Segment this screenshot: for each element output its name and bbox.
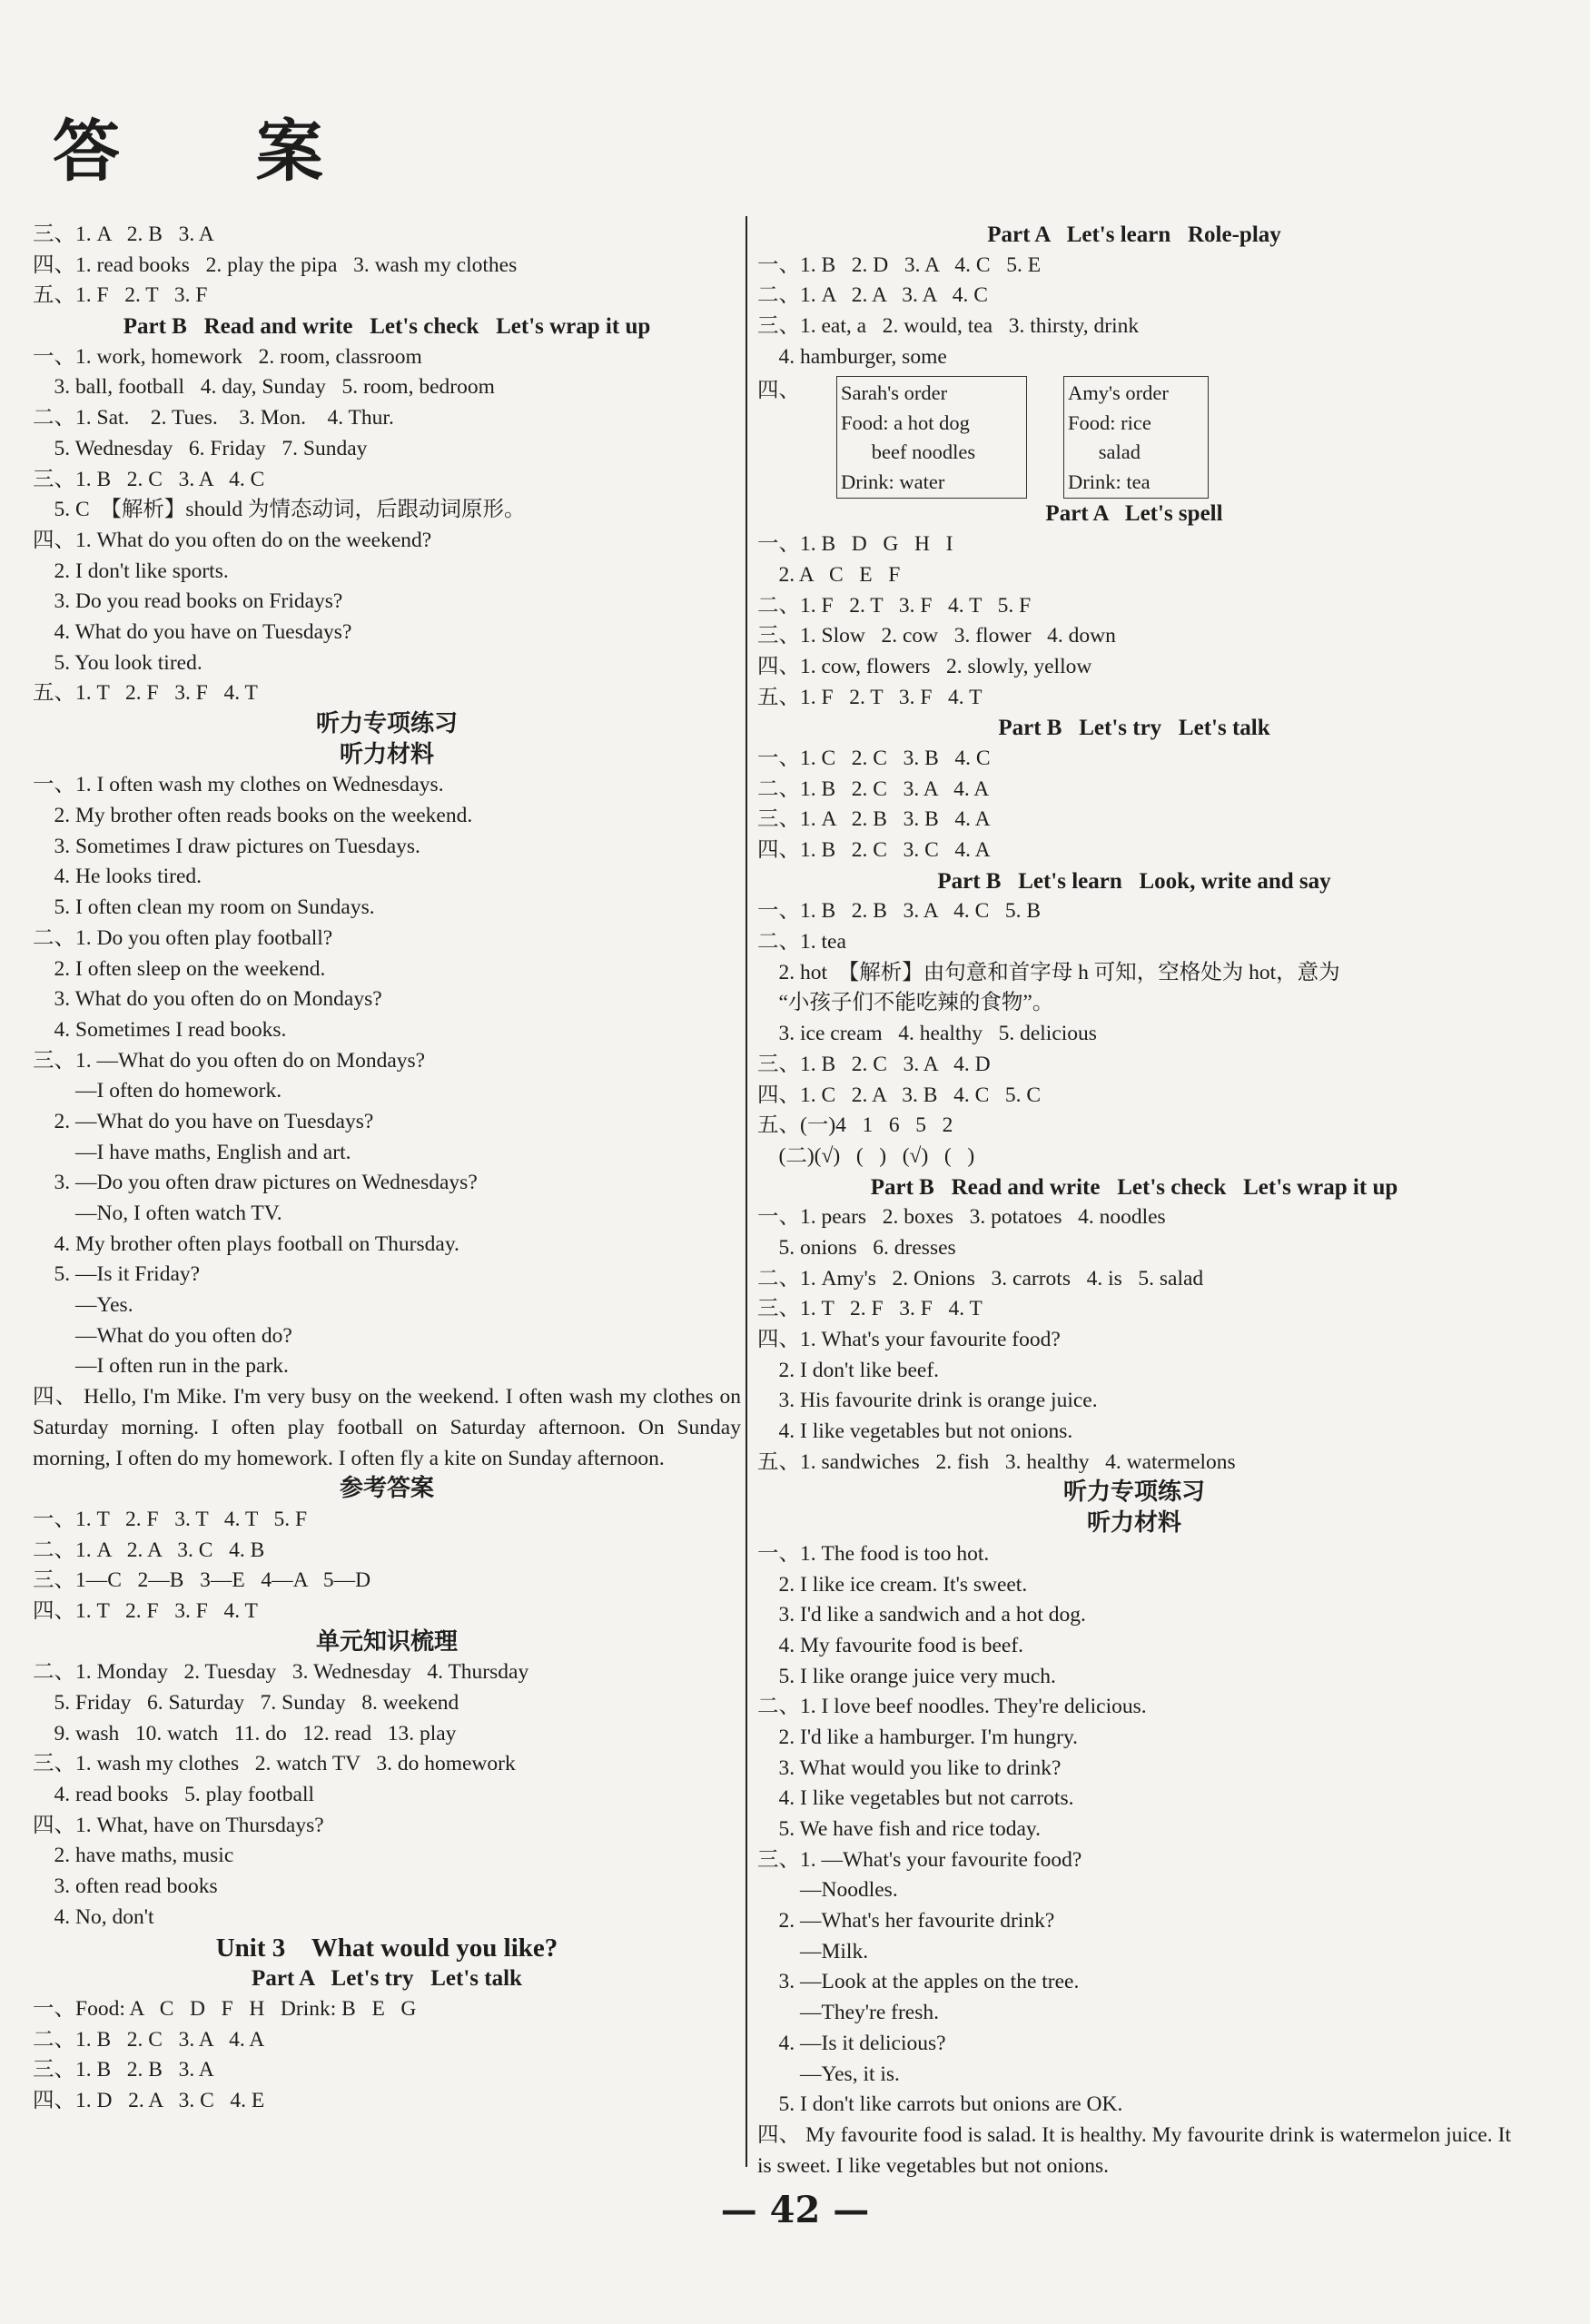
answer-line: 四、1. What, have on Thursdays? <box>33 1813 324 1837</box>
section-heading: Part A Let's learn Role-play <box>987 223 1281 247</box>
answer-line: 四、1. cow, flowers 2. slowly, yellow <box>757 654 1092 678</box>
answer-line: 一、1. B 2. B 3. A 4. C 5. B <box>757 899 1042 924</box>
answer-line: 三、1. A 2. B 3. B 4. A <box>757 807 991 832</box>
column-divider <box>746 216 747 2167</box>
answer-line: 一、1. I often wash my clothes on Wednesdays. <box>33 773 444 797</box>
answer-line: 三、1. B 2. C 3. A 4. D <box>757 1052 991 1076</box>
answer-line: —Noodles. <box>757 1878 898 1903</box>
section-heading: Part B Let's try Let's talk <box>998 716 1270 741</box>
answer-line: 一、1. The food is too hot. <box>757 1541 990 1566</box>
section-heading: 听力专项练习 <box>1062 1478 1205 1507</box>
answer-line: 4. What do you have on Tuesdays? <box>33 619 352 644</box>
answer-line: 二、1. A 2. A 3. C 4. B <box>33 1538 265 1562</box>
answer-line: 3. I'd like a sandwich and a hot dog. <box>757 1603 1086 1627</box>
answer-line: 2. My brother often reads books on the weekend. <box>33 804 473 828</box>
answer-line: 5. Friday 6. Saturday 7. Sunday 8. weekend <box>33 1691 459 1716</box>
section-heading: 单元知识梳理 <box>315 1627 458 1656</box>
answer-line: —Yes, it is. <box>757 2062 900 2086</box>
answer-line: 4. hamburger, some <box>757 344 947 369</box>
section-heading: Unit 3 What would you like? <box>215 1933 558 1963</box>
amy-order-box <box>1063 376 1209 499</box>
answer-line: 4. No, don't <box>33 1904 154 1929</box>
answer-line: 一、Food: A C D F H Drink: B E G <box>33 1996 417 2021</box>
sarah-order-food-2: beef noodles <box>841 440 976 464</box>
answer-line: 四、1. T 2. F 3. F 4. T <box>33 1598 258 1623</box>
answer-line: 四、1. What's your favourite food? <box>757 1328 1061 1351</box>
answer-line: 4. —Is it delicious? <box>757 2031 946 2055</box>
answer-line: 3. Sometimes I draw pictures on Tuesdays. <box>33 834 420 858</box>
answer-line: 2. hot 【解析】由句意和首字母 h 可知，空格处为 hot，意为 <box>757 960 1340 984</box>
answer-line: 四、 Hello, I'm Mike. I'm very busy on the weekend. I often wash my clothes on Saturday morning. I often play football on Saturday afternoon. On Sunday morning, I often do my homework. I often fly a kite on Sunday afternoon. <box>33 1385 741 1470</box>
order-question-label: 四、 <box>757 379 800 403</box>
answer-line: 5. We have fish and rice today. <box>757 1817 1041 1841</box>
answer-line: 二、1. A 2. A 3. A 4. C <box>757 283 988 308</box>
answer-line: 3. often read books <box>33 1874 218 1899</box>
answer-line: 五、1. sandwiches 2. fish 3. healthy 4. watermelons <box>757 1449 1236 1474</box>
answer-line: 二、1. B 2. C 3. A 4. A <box>757 776 990 801</box>
answer-line: 一、1. C 2. C 3. B 4. C <box>757 746 991 770</box>
answer-line: 2. I like ice cream. It's sweet. <box>757 1572 1028 1597</box>
answer-line: 二、1. Sat. 2. Tues. 3. Mon. 4. Thur. <box>33 406 394 430</box>
answer-line: 五、1. T 2. F 3. F 4. T <box>33 681 258 706</box>
answer-line: 三、1. A 2. B 3. A <box>33 223 214 246</box>
answer-line: 5. Wednesday 6. Friday 7. Sunday <box>33 436 368 460</box>
sarah-order-drink: Drink: water <box>841 470 945 493</box>
answer-line: 三、1—C 2—B 3—E 4—A 5—D <box>33 1568 371 1593</box>
section-heading: Part B Let's learn Look, write and say <box>937 868 1331 894</box>
answer-line: 三、1. B 2. B 3. A <box>33 2058 214 2082</box>
answer-line: 三、1. B 2. C 3. A 4. C <box>33 467 265 491</box>
answer-line: 2. I don't like sports. <box>33 559 229 583</box>
answer-line: 一、1. B D G H I <box>757 532 953 557</box>
answer-line: 3. ice cream 4. healthy 5. delicious <box>757 1022 1097 1046</box>
answer-line: 四、 My favourite food is salad. It is healthy. My favourite drink is watermelon juice. It is sweet. I like vegetables but not onions. <box>757 2122 1511 2178</box>
answer-line: 3. —Do you often draw pictures on Wednesdays? <box>33 1171 478 1195</box>
section-heading: Part A Let's try Let's talk <box>252 1966 522 1992</box>
answer-line: 3. His favourite drink is orange juice. <box>757 1389 1098 1413</box>
answer-line: —What do you often do? <box>33 1323 292 1348</box>
answer-line: 3. ball, football 4. day, Sunday 5. room, bedroom <box>33 375 495 400</box>
answer-line: 4. Sometimes I read books. <box>33 1017 287 1042</box>
answer-line: 5. I like orange juice very much. <box>757 1664 1056 1688</box>
page-number: — 42 — <box>720 2189 870 2231</box>
sarah-order-box <box>836 376 1027 499</box>
answer-line: 三、1. T 2. F 3. F 4. T <box>757 1297 983 1321</box>
section-heading: 听力材料 <box>339 740 434 768</box>
answer-line: 一、1. T 2. F 3. T 4. T 5. F <box>33 1507 308 1531</box>
answer-line: 5. I don't like carrots but onions are OK. <box>757 2092 1123 2117</box>
amy-order-food-2: salad <box>1068 440 1141 464</box>
answer-line: 四、1. D 2. A 3. C 4. E <box>33 2088 265 2112</box>
answer-line: 二、1. I love beef noodles. They're delicious. <box>757 1695 1147 1719</box>
answer-line: 5. You look tired. <box>33 650 202 675</box>
answer-line: —Yes. <box>33 1293 133 1318</box>
answer-line: 四、1. C 2. A 3. B 4. C 5. C <box>757 1083 1042 1107</box>
section-heading: Part A Let's spell <box>1045 501 1223 527</box>
answer-line: 一、1. pears 2. boxes 3. potatoes 4. noodles <box>757 1205 1166 1230</box>
answer-line: 4. He looks tired. <box>33 865 202 889</box>
order-section <box>757 372 1511 499</box>
answer-line: 9. wash 10. watch 11. do 12. read 13. play <box>33 1721 457 1745</box>
section-heading: 参考答案 <box>339 1475 434 1503</box>
answer-line: (二)(√) ( ) (√) ( ) <box>757 1143 975 1168</box>
section-heading: 听力专项练习 <box>315 710 458 737</box>
answer-line: 三、1. Slow 2. cow 3. flower 4. down <box>757 624 1116 648</box>
answer-line: “小孩子们不能吃辣的食物”。 <box>757 991 1054 1015</box>
answer-line: 3. Do you read books on Fridays? <box>33 589 343 614</box>
answer-line: 二、1. tea <box>757 930 846 954</box>
answer-line: 2. I often sleep on the weekend. <box>33 956 326 981</box>
answer-line: 2. have maths, music <box>33 1844 234 1868</box>
answer-line: 五、1. F 2. T 3. F 4. T <box>757 685 983 709</box>
answer-line: 3. What would you like to drink? <box>757 1755 1062 1780</box>
right-column <box>757 220 1511 2181</box>
answer-line: 三、1. wash my clothes 2. watch TV 3. do homework <box>33 1752 516 1776</box>
amy-order-title: Amy's order <box>1068 381 1169 405</box>
answer-line: —I have maths, English and art. <box>33 1140 351 1164</box>
answer-line: —I often run in the park. <box>33 1354 289 1379</box>
sarah-order-food: Food: a hot dog <box>841 410 970 434</box>
answer-line: —They're fresh. <box>757 2001 940 2025</box>
sarah-order-title: Sarah's order <box>841 381 948 405</box>
answer-line: 4. My brother often plays football on Thursday. <box>33 1231 459 1256</box>
answer-line: 一、1. work, homework 2. room, classroom <box>33 344 422 369</box>
answer-line: 4. My favourite food is beef. <box>757 1633 1024 1657</box>
answer-line: 2. —What do you have on Tuesdays? <box>33 1109 374 1133</box>
answer-line: 二、1. B 2. C 3. A 4. A <box>33 2027 265 2052</box>
answer-line: 5. —Is it Friday? <box>33 1262 201 1287</box>
answer-line: 二、1. F 2. T 3. F 4. T 5. F <box>757 593 1032 618</box>
answer-line: 四、1. read books 2. play the pipa 3. wash my clothes <box>33 252 518 277</box>
answer-line: 2. A C E F <box>757 562 901 587</box>
answer-line: 4. I like vegetables but not onions. <box>757 1419 1073 1444</box>
section-heading: Part B Read and write Let's check Let's wrap it up <box>123 314 651 340</box>
answer-line: 2. —What's her favourite drink? <box>757 1909 1055 1933</box>
answer-line: 5. C 【解析】should 为情态动词，后跟动词原形。 <box>33 498 526 522</box>
answer-line: 三、1. —What do you often do on Mondays? <box>33 1048 426 1073</box>
section-heading: 听力材料 <box>1086 1509 1181 1538</box>
answer-line: 五、(一)4 1 6 5 2 <box>757 1113 953 1138</box>
answer-line: 5. onions 6. dresses <box>757 1235 956 1260</box>
section-heading: Part B Read and write Let's check Let's wrap it up <box>870 1174 1398 1200</box>
answer-line: 3. —Look at the apples on the tree. <box>757 1970 1080 1994</box>
answer-line: 四、1. B 2. C 3. C 4. A <box>757 838 991 862</box>
amy-order-food: Food: rice <box>1068 410 1151 434</box>
answer-line: 二、1. Monday 2. Tuesday 3. Wednesday 4. Thursday <box>33 1660 529 1685</box>
answer-line: —No, I often watch TV. <box>33 1202 282 1225</box>
answer-line: 三、1. eat, a 2. would, tea 3. thirsty, drink <box>757 314 1140 339</box>
answer-line: 2. I'd like a hamburger. I'm hungry. <box>757 1725 1079 1749</box>
page-title: 答 案 <box>53 113 380 191</box>
left-column <box>33 220 741 2117</box>
answer-line: 3. What do you often do on Mondays? <box>33 987 382 1012</box>
amy-order-drink: Drink: tea <box>1068 470 1151 493</box>
answer-line: 三、1. —What's your favourite food? <box>757 1847 1082 1872</box>
answer-line: —Milk. <box>757 1939 869 1963</box>
answer-line: —I often do homework. <box>33 1079 282 1103</box>
answer-line: 一、1. B 2. D 3. A 4. C 5. E <box>757 252 1042 277</box>
answer-line: 二、1. Amy's 2. Onions 3. carrots 4. is 5. salad <box>757 1266 1204 1291</box>
answer-line: 2. I don't like beef. <box>757 1358 940 1382</box>
answer-line: 4. I like vegetables but not carrots. <box>757 1786 1074 1811</box>
answer-line: 4. read books 5. play football <box>33 1783 315 1807</box>
answer-line: 5. I often clean my room on Sundays. <box>33 895 375 920</box>
answer-line: 五、1. F 2. T 3. F <box>33 283 208 308</box>
answer-line: 四、1. What do you often do on the weekend? <box>33 528 432 552</box>
answer-line: 二、1. Do you often play football? <box>33 925 333 950</box>
